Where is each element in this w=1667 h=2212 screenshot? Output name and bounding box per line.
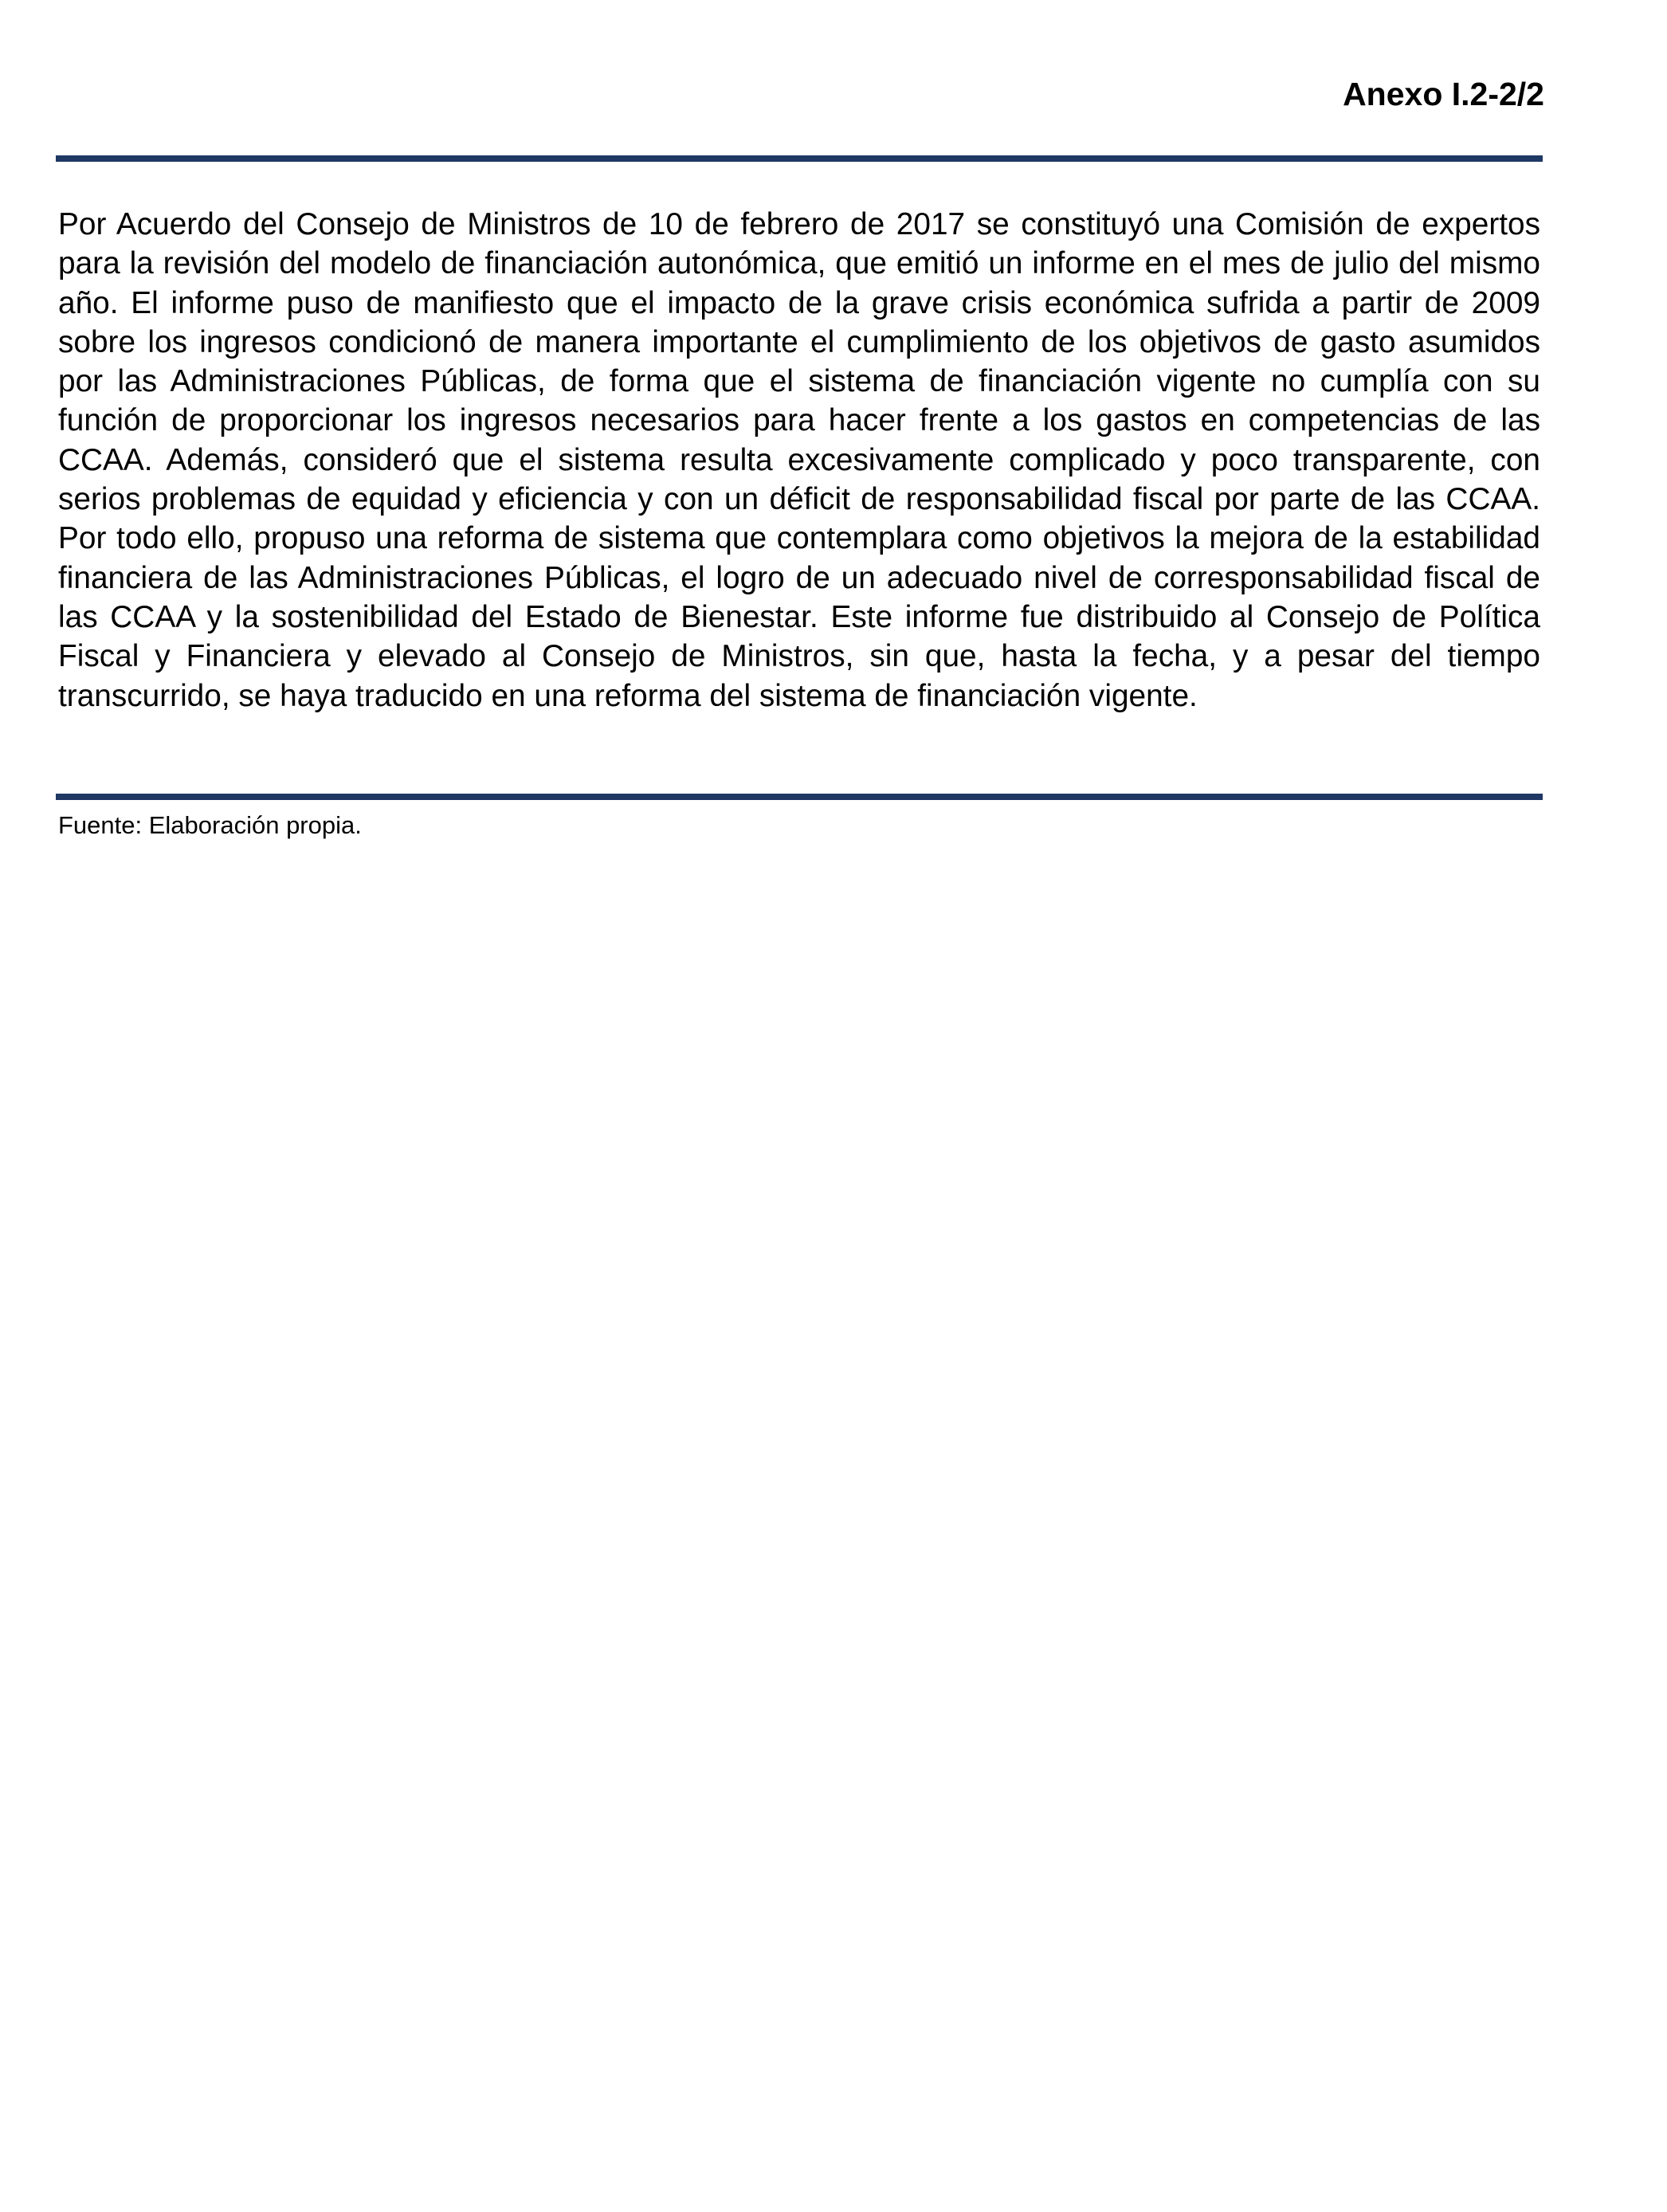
annex-label: Anexo I.2-2/2 (1343, 76, 1544, 112)
body-paragraph: Por Acuerdo del Consejo de Ministros de 10 de febrero de 2017 se constituyó una Comisión de expertos para la revisión del modelo de financiación autonómica, que emitió un informe en el mes de julio del mismo año. El informe puso de manifiesto que el impacto de la grave crisis económica sufrida a partir de 2009 sobre los ingresos condicionó de manera importante el cumplimiento de los objetivos de gasto asumidos por las Administraciones Públicas, de forma que el sistema de financiación vigente no cumplía con su función de proporcionar los ingresos necesarios para hacer frente a los gastos en competencias de las CCAA. Además, consideró que el sistema resulta excesivamente complicado y poco transparente, con serios problemas de equidad y eficiencia y con un déficit de responsabilidad fiscal por parte de las CCAA. Por todo ello, propuso una reforma de sistema que contemplara como objetivos la mejora de la estabilidad financiera de las Administraciones Públicas, el logro de un adecuado nivel de corresponsabilidad fiscal de las CCAA y la sostenibilidad del Estado de Bienestar. Este informe fue distribuido al Consejo de Política Fiscal y Financiera y elevado al Consejo de Ministros, sin que, hasta la fecha, y a pesar del tiempo transcurrido, se haya traducido en una reforma del sistema de financiación vigente. (58, 207, 1540, 713)
bottom-divider (56, 794, 1543, 800)
source-note: Fuente: Elaboración propia. (58, 811, 362, 839)
top-divider (56, 155, 1543, 162)
